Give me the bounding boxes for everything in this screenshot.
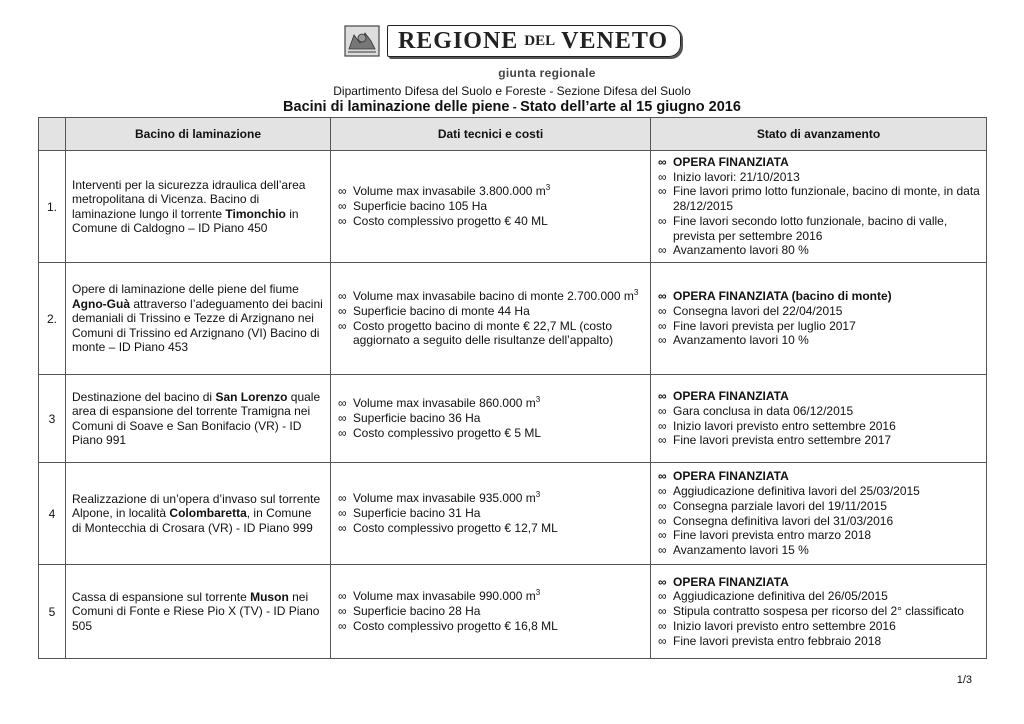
basin-name: Timonchio <box>225 206 286 221</box>
list-item <box>338 619 645 634</box>
superscript: 3 <box>535 490 541 500</box>
list-item-text: Gara conclusa in data 06/12/2015 <box>673 403 854 418</box>
table-header-row <box>39 118 987 151</box>
list-item <box>658 289 981 304</box>
superscript: 3 <box>633 287 639 297</box>
basin-description <box>66 375 331 463</box>
table-row <box>39 565 987 659</box>
list-item-text: Fine lavori secondo lotto funzionale, bacino di valle, prevista per settembre 2016 <box>673 213 948 243</box>
list-item-text: Avanzamento lavori 15 % <box>673 543 809 558</box>
list-item <box>338 604 645 619</box>
list-item-text: Consegna parziale lavori del 19/11/2015 <box>673 498 887 513</box>
list-item-text: OPERA FINANZIATA <box>673 574 789 589</box>
list-item-text: Superficie bacino 105 Ha <box>353 199 488 214</box>
logo-wordmark: REGIONE DEL VENETO <box>387 25 681 57</box>
progress-status <box>651 151 987 263</box>
list-item-text: Volume max invasabile 935.000 m <box>353 491 536 506</box>
technical-data <box>331 151 651 263</box>
basin-name: Muson <box>250 589 289 604</box>
list-item <box>658 333 981 348</box>
list-item <box>658 604 981 619</box>
list-item-text: Costo complessivo progetto € 5 ML <box>353 425 542 440</box>
list-item-text: Costo progetto bacino di monte € 22,7 ML (costo aggiornato a seguito delle risultanze dell’appalto) <box>353 318 614 348</box>
list-item <box>658 634 981 649</box>
list-item <box>338 396 645 411</box>
list-item <box>658 404 981 419</box>
list-item <box>658 304 981 319</box>
technical-data-list <box>332 491 649 535</box>
list-item-text: Volume max invasabile bacino di monte 2.700.000 m <box>353 288 634 303</box>
regione-veneto-seal-icon <box>343 24 381 58</box>
basin-description <box>66 463 331 565</box>
document-title: Bacini di laminazione delle piene - Stato dell’arte al 15 giugno 2016 <box>283 99 741 115</box>
list-item-text: Costo complessivo progetto € 12,7 ML <box>353 520 558 535</box>
description-text: Opere di laminazione delle piene del fiume <box>72 282 299 297</box>
list-item <box>658 543 981 558</box>
list-item <box>658 469 981 484</box>
department-line: Dipartimento Difesa del Suolo e Foreste - Sezione Difesa del Suolo <box>333 84 691 98</box>
technical-data <box>331 565 651 659</box>
list-item <box>658 214 981 244</box>
list-item-text: Inizio lavori: 21/10/2013 <box>673 169 800 184</box>
list-item <box>338 521 645 536</box>
list-item-text: Superficie bacino 31 Ha <box>353 506 481 521</box>
list-item <box>658 499 981 514</box>
list-item-text: Stipula contratto sospesa per ricorso del 2° classificato <box>673 604 964 619</box>
list-item <box>338 214 645 229</box>
list-item <box>338 184 645 199</box>
list-item-text: Costo complessivo progetto € 40 ML <box>353 213 548 228</box>
list-item-text: Inizio lavori previsto entro settembre 2016 <box>673 418 896 433</box>
list-item <box>658 528 981 543</box>
technical-data-list <box>332 589 649 633</box>
list-item-text: Superficie bacino 28 Ha <box>353 604 481 619</box>
progress-status-list <box>652 575 985 649</box>
logo <box>0 20 1024 62</box>
list-item-text: Avanzamento lavori 80 % <box>673 243 809 258</box>
technical-data <box>331 375 651 463</box>
row-number: 5 <box>39 565 66 659</box>
list-item <box>658 484 981 499</box>
list-item-text: Avanzamento lavori 10 % <box>673 333 809 348</box>
basin-description <box>66 565 331 659</box>
progress-status-list <box>652 289 985 348</box>
list-item-text: Volume max invasabile 3.800.000 m <box>353 184 546 199</box>
list-item <box>338 589 645 604</box>
progress-status <box>651 565 987 659</box>
basin-name: Colombaretta <box>169 506 247 521</box>
list-item <box>658 243 981 258</box>
row-number: 1. <box>39 151 66 263</box>
basin-description <box>66 151 331 263</box>
table-row <box>39 263 987 375</box>
technical-data-list <box>332 184 649 228</box>
list-item <box>658 514 981 529</box>
description-text: in Comune di Caldogno – ID Piano 450 <box>72 206 299 235</box>
list-item <box>338 491 645 506</box>
page-number: 1/3 <box>956 674 972 686</box>
list-item-text: Aggiudicazione definitiva lavori del 25/03/2015 <box>673 483 920 498</box>
table-row <box>39 463 987 565</box>
technical-data-list <box>332 396 649 440</box>
column-header-technical: Dati tecnici e costi <box>331 118 651 151</box>
list-item-text: Fine lavori prevista entro febbraio 2018 <box>673 633 882 648</box>
row-number: 3 <box>39 375 66 463</box>
table-row <box>39 375 987 463</box>
list-item <box>658 389 981 404</box>
column-header-status: Stato di avanzamento <box>651 118 987 151</box>
list-item-text: Superficie bacino 36 Ha <box>353 411 481 426</box>
superscript: 3 <box>535 588 541 598</box>
list-item <box>658 589 981 604</box>
description-text: Interventi per la sicurezza idraulica dell’area metropolitana di Vicenza. Bacino di laminazione lungo il torrente <box>72 177 306 221</box>
description-text: nei Comuni di Fonte e Riese Pio X (TV) - ID Piano 505 <box>72 589 320 633</box>
progress-status-list <box>652 389 985 448</box>
giunta-label: giunta regionale <box>498 66 596 80</box>
progress-status-list <box>652 469 985 558</box>
list-item-text: OPERA FINANZIATA <box>673 154 789 169</box>
progress-status <box>651 263 987 375</box>
list-item <box>658 433 981 448</box>
description-text: quale area di espansione del torrente Tramigna nei Comuni di Soave e San Bonifacio (VR) - ID Piano 991 <box>72 389 321 447</box>
list-item-text: Superficie bacino di monte 44 Ha <box>353 303 530 318</box>
row-number: 2. <box>39 263 66 375</box>
list-item <box>338 411 645 426</box>
list-item <box>658 575 981 590</box>
list-item <box>658 319 981 334</box>
row-number: 4 <box>39 463 66 565</box>
description-text: Destinazione del bacino di <box>72 389 216 404</box>
list-item <box>658 419 981 434</box>
list-item-text: Volume max invasabile 990.000 m <box>353 589 536 604</box>
list-item-text: OPERA FINANZIATA <box>673 469 789 484</box>
column-header-number <box>39 118 66 151</box>
document-header <box>0 20 1024 115</box>
progress-status-list <box>652 155 985 259</box>
technical-data <box>331 263 651 375</box>
progress-status <box>651 375 987 463</box>
list-item <box>338 304 645 319</box>
technical-data <box>331 463 651 565</box>
list-item-text: Aggiudicazione definitiva del 26/05/2015 <box>673 589 888 604</box>
column-header-basin: Bacino di laminazione <box>66 118 331 151</box>
list-item <box>338 319 645 349</box>
list-item-text: OPERA FINANZIATA (bacino di monte) <box>673 288 892 303</box>
table-row <box>39 151 987 263</box>
list-item <box>338 289 645 304</box>
list-item-text: Fine lavori prevista per luglio 2017 <box>673 318 856 333</box>
list-item-text: Inizio lavori previsto entro settembre 2016 <box>673 618 896 633</box>
list-item-text: OPERA FINANZIATA <box>673 388 789 403</box>
list-item <box>658 619 981 634</box>
list-item <box>658 155 981 170</box>
list-item-text: Costo complessivo progetto € 16,8 ML <box>353 618 558 633</box>
list-item-text: Fine lavori prevista entro marzo 2018 <box>673 528 872 543</box>
basin-description <box>66 263 331 375</box>
description-text: Cassa di espansione sul torrente <box>72 589 251 604</box>
list-item-text: Volume max invasabile 860.000 m <box>353 396 536 411</box>
list-item-text: Consegna lavori del 22/04/2015 <box>673 303 843 318</box>
basin-name: San Lorenzo <box>215 389 288 404</box>
list-item <box>338 426 645 441</box>
technical-data-list <box>332 289 649 348</box>
list-item-text: Consegna definitiva lavori del 31/03/2016 <box>673 513 894 528</box>
basins-table <box>38 117 987 659</box>
description-text: Realizzazione di un’opera d’invaso sul torrente Alpone, in località <box>72 491 321 521</box>
description-text: attraverso l’adeguamento dei bacini demaniali di Trissino e Tezze di Arzignano nei Comuni di Trissino ed Arzignano (VI) Bacino di monte – ID Piano 453 <box>72 296 323 355</box>
list-item <box>658 170 981 185</box>
list-item-text: Fine lavori primo lotto funzionale, bacino di monte, in data 28/12/2015 <box>673 184 980 214</box>
list-item <box>658 184 981 214</box>
superscript: 3 <box>535 395 541 405</box>
progress-status <box>651 463 987 565</box>
superscript: 3 <box>545 183 551 193</box>
basin-name: Agno-Guà <box>72 296 130 311</box>
list-item <box>338 506 645 521</box>
list-item <box>338 199 645 214</box>
description-text: , in Comune di Montecchia di Crosara (VR) - ID Piano 999 <box>72 506 313 535</box>
list-item-text: Fine lavori prevista entro settembre 2017 <box>673 433 892 448</box>
